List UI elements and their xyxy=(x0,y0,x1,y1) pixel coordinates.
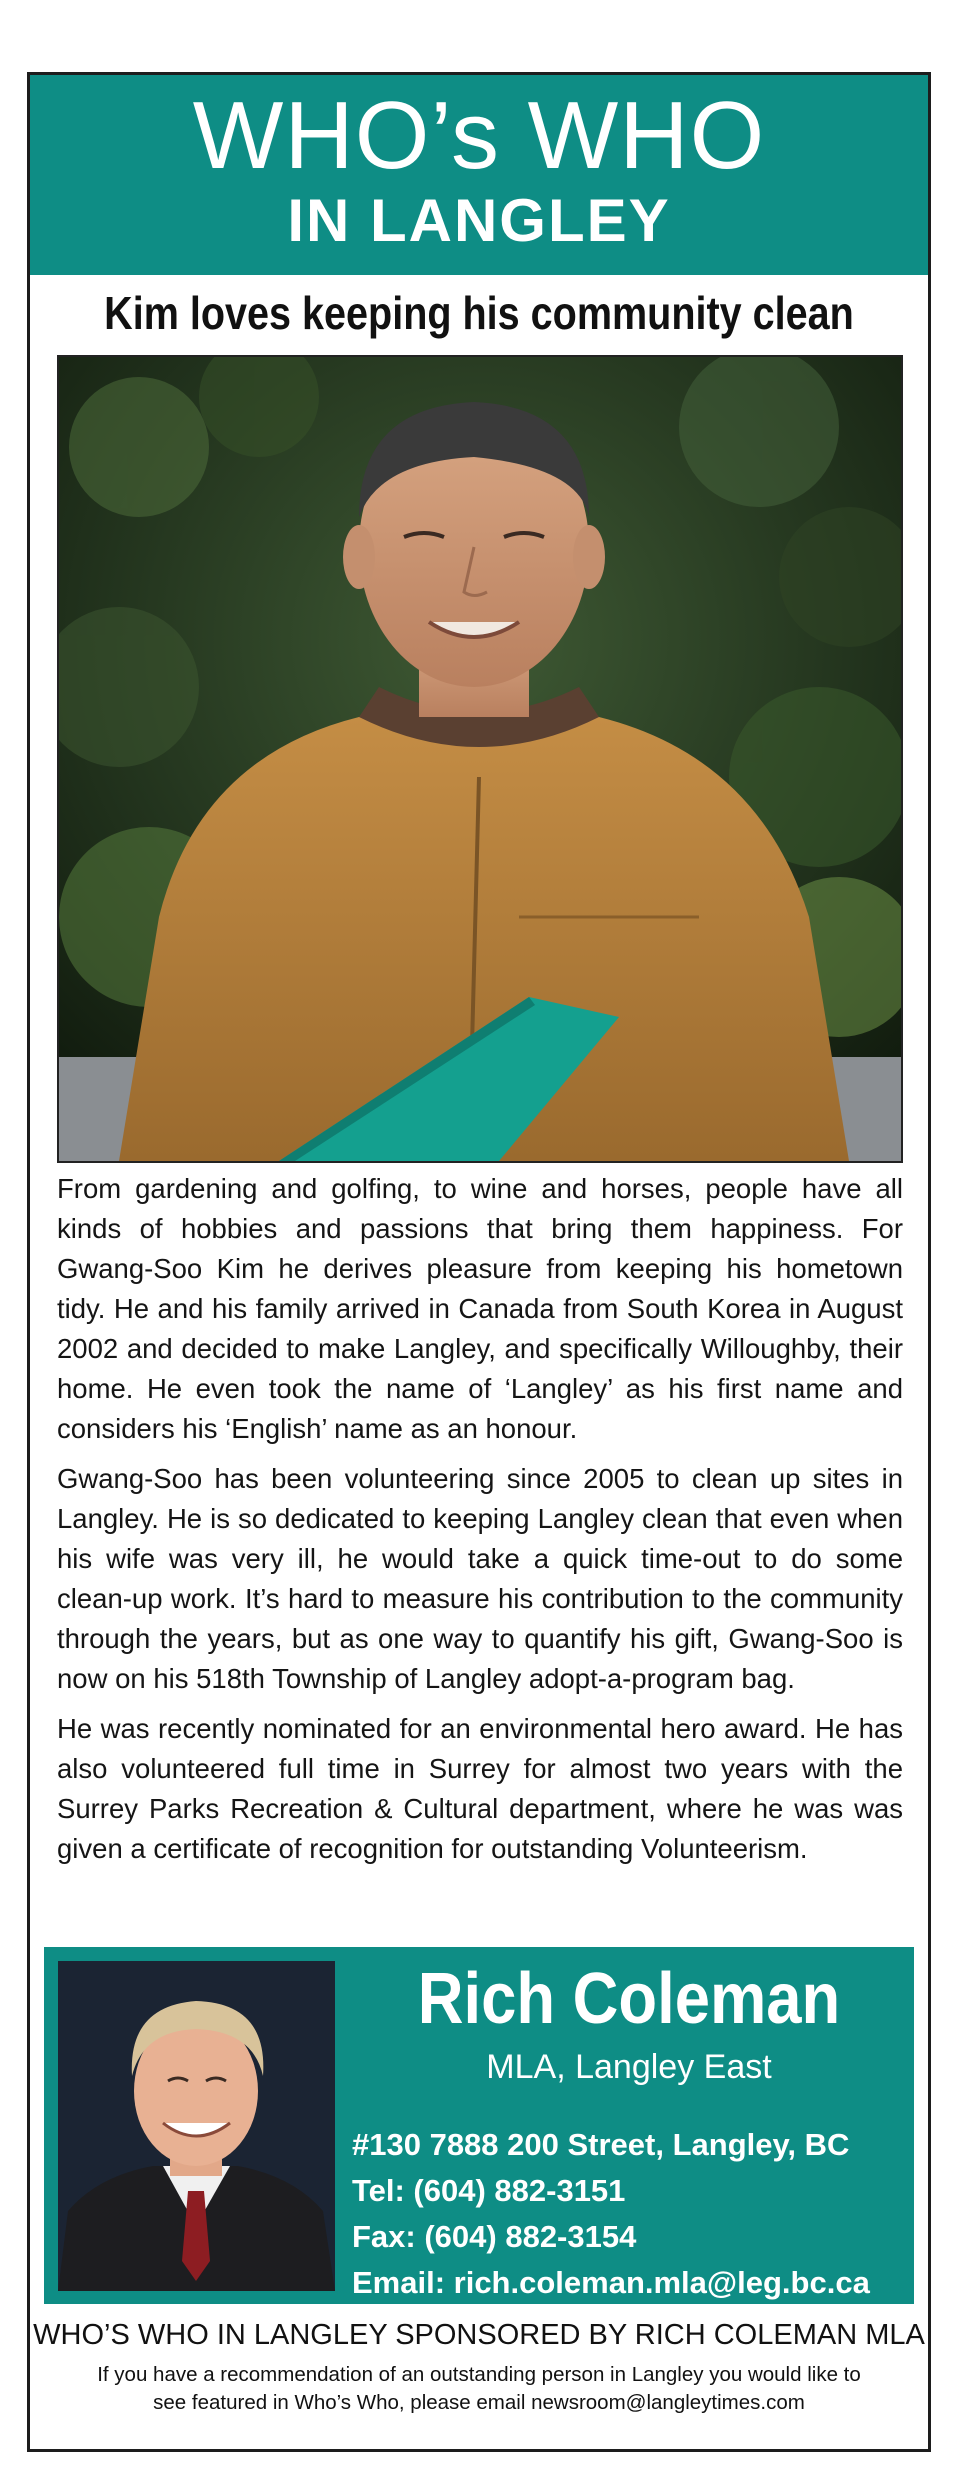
article-paragraph-1: From gardening and golfing, to wine and horses, people have all kinds of hobbies and passions that bring them happiness. For Gwang-Soo Kim he derives pleasure from keeping his hometown tidy. He and his family arrived in Canada from South Korea in August 2002 and decided to make Langley, and specifically Willoughby, their home. He even took the name of ‘Langley’ as his first name and considers his ‘English’ name as an honour. xyxy=(57,1173,903,1444)
recommendation-line-2: see featured in Who’s Who, please email newsroom@langleytimes.com xyxy=(153,2391,805,2414)
article-paragraph-2: Gwang-Soo has been volunteering since 2005 to clean up sites in Langley. He is so dedicated to keeping Langley clean that even when his wife was very ill, he would take a quick time-out to do some clean-up work. It’s hard to measure his contribution to the community through the years, but as one way to quantify his gift, Gwang-Soo is now on his 518th Township of Langley adopt-a-program bag. xyxy=(57,1463,903,1694)
sponsor-tel: Tel: (604) 882-3151 xyxy=(352,2173,626,2208)
recommendation-line-1: If you have a recommendation of an outstanding person in Langley you would like to xyxy=(97,2363,861,2386)
sponsor-portrait xyxy=(58,1961,335,2291)
subject-photo-illustration xyxy=(59,357,901,1161)
subject-photo xyxy=(57,355,903,1163)
sponsor-email: Email: rich.coleman.mla@leg.bc.ca xyxy=(352,2265,870,2300)
sponsor-name: Rich Coleman xyxy=(417,1959,841,2039)
sponsor-block xyxy=(44,1947,914,2304)
recommendation-note xyxy=(70,2361,888,2417)
sponsor-title: MLA, Langley East xyxy=(486,2048,772,2086)
sponsor-portrait-illustration xyxy=(58,1961,335,2291)
banner-subtitle: IN LANGLEY xyxy=(287,187,671,254)
article-headline: Kim loves keeping his community clean xyxy=(104,287,854,339)
header-banner xyxy=(30,75,928,275)
whos-who-feature xyxy=(27,72,931,2452)
sponsor-address: #130 7888 200 Street, Langley, BC xyxy=(352,2127,850,2162)
banner-title: WHO’s WHO xyxy=(192,82,766,189)
article-body xyxy=(57,1169,903,1879)
sponsor-fax: Fax: (604) 882-3154 xyxy=(352,2219,637,2254)
article-paragraph-3: He was recently nominated for an environmental hero award. He has also volunteered full time in Surrey for almost two years with the Surrey Parks Recreation & Cultural department, where he was was given a certificate of recognition for outstanding Volunteerism. xyxy=(57,1713,903,1864)
sponsored-by-line: WHO’S WHO IN LANGLEY SPONSORED BY RICH COLEMAN MLA xyxy=(33,2319,925,2351)
